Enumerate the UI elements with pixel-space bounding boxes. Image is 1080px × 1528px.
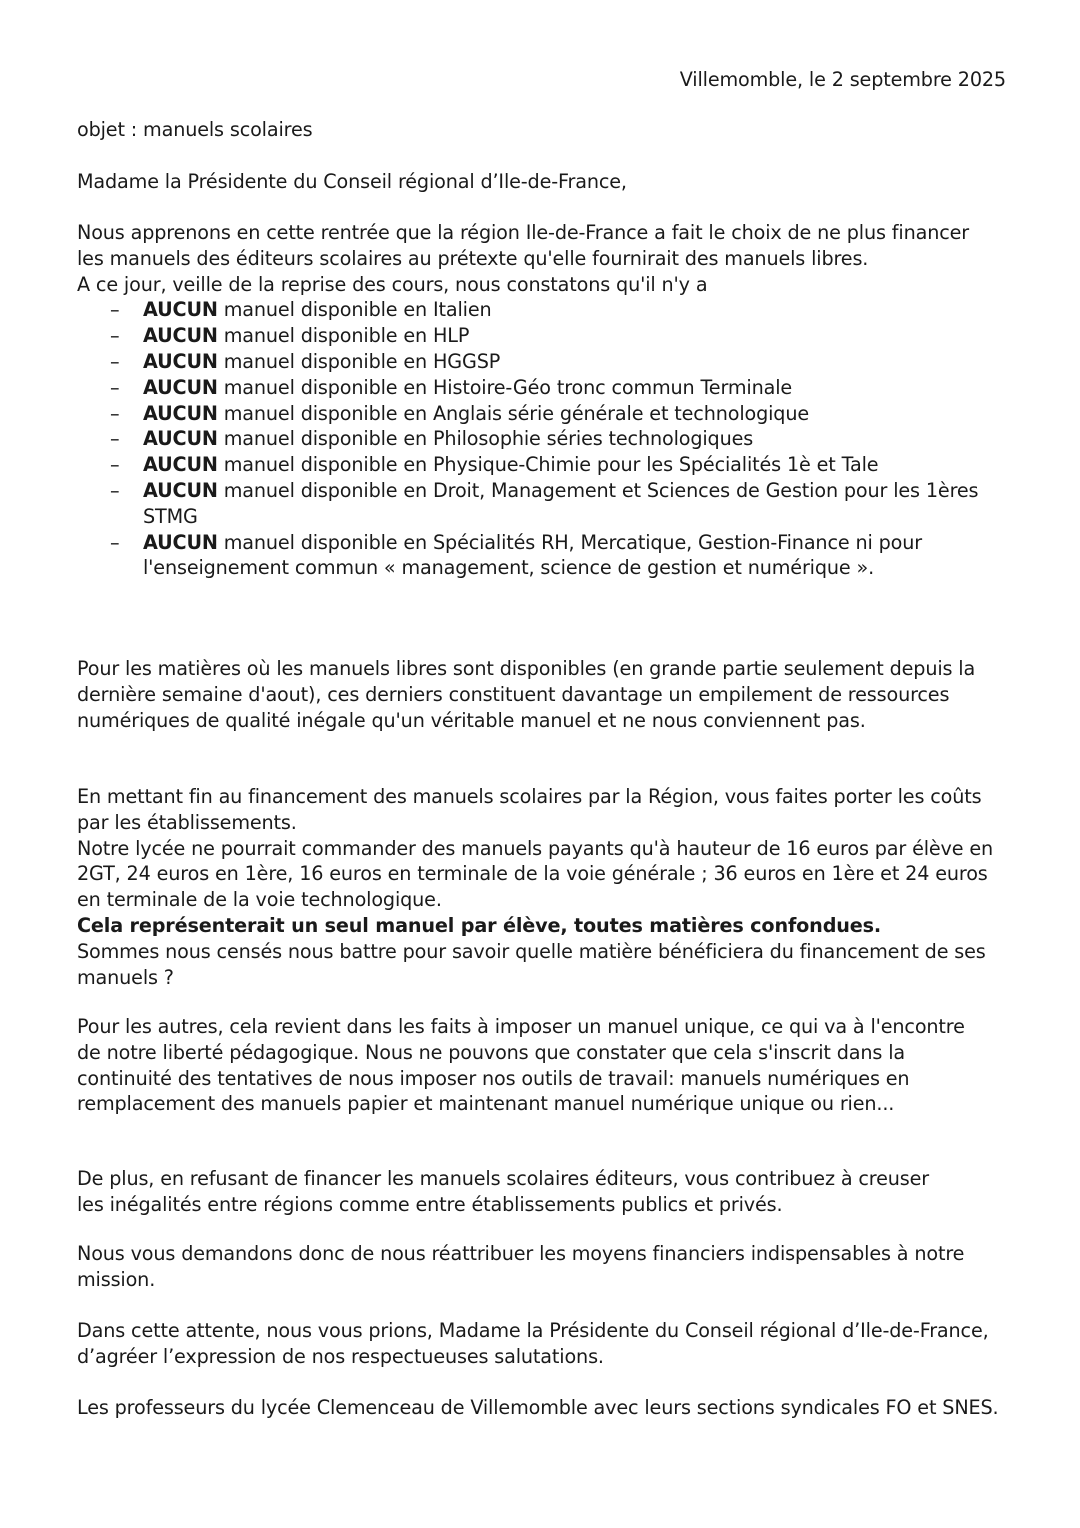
list-item bbox=[77, 530, 992, 582]
date-line: Villemomble, le 2 septembre 2025 bbox=[679, 68, 1006, 91]
list-item bbox=[77, 426, 992, 452]
list-item bbox=[77, 452, 992, 478]
list-item-text: manuel disponible en HLP bbox=[217, 324, 470, 348]
emphasis: AUCUN bbox=[143, 530, 218, 554]
dash-bullet: – bbox=[110, 298, 120, 322]
dash-bullet: – bbox=[110, 530, 120, 554]
funding-text-2: Notre lycée ne pourrait commander des manuels payants qu'à hauteur de 16 euros par élève en 2GT, 24 euros en 1ère, 16 euros en terminale de la voie générale ; 36 euros en 1ère et 24 euros en terminale de la voie technologique. bbox=[77, 836, 994, 912]
emphasis: AUCUN bbox=[143, 478, 218, 502]
paragraph-others: Pour les autres, cela revient dans les faits à imposer un manuel unique, ce qui va à l'encontre de notre liberté pédagogique. Nous ne pouvons que constater que cela s'inscrit dans la continuité des tentatives de nous imposer nos outils de travail: manuels numériques en remplacement des manuels papier et maintenant manuel numérique unique ou rien... bbox=[77, 1015, 965, 1116]
list-item bbox=[77, 323, 992, 349]
dash-bullet: – bbox=[110, 453, 120, 477]
emphasis: AUCUN bbox=[143, 324, 218, 348]
list-item bbox=[77, 478, 992, 530]
salutation: Madame la Présidente du Conseil régional d’Ile-de-France, bbox=[77, 170, 627, 193]
paragraph-free-manuals: Pour les matières où les manuels libres sont disponibles (en grande partie seulement depuis la dernière semaine d'aout), ces derniers constituent davantage un empilement de ressources numériques de qualité inégale qu'un véritable manuel et ne nous conviennent pas. bbox=[77, 657, 976, 732]
closing-formula: Dans cette attente, nous vous prions, Madame la Présidente du Conseil régional d’Ile-de-France, d’agréer l’expression de nos respectueuses salutations. bbox=[77, 1319, 989, 1368]
intro-paragraph bbox=[77, 220, 992, 581]
list-item bbox=[77, 375, 992, 401]
emphasis: AUCUN bbox=[143, 375, 218, 399]
dash-bullet: – bbox=[110, 375, 120, 399]
list-item-text: manuel disponible en Philosophie séries technologiques bbox=[217, 427, 754, 451]
intro-line-2: A ce jour, veille de la reprise des cours, nous constatons qu'il n'y a bbox=[77, 272, 708, 296]
list-item-text: manuel disponible en Droit, Management et Sciences de Gestion pour les 1ères STMG bbox=[143, 478, 979, 528]
list-item-text: manuel disponible en Physique-Chimie pour les Spécialités 1è et Tale bbox=[217, 453, 879, 477]
list-item bbox=[77, 401, 992, 427]
list-item bbox=[77, 297, 992, 323]
list-item-text: manuel disponible en Spécialités RH, Mercatique, Gestion-Finance ni pour l'enseignement commun « management, science de gestion et numérique ». bbox=[143, 530, 922, 580]
funding-text-3: Sommes nous censés nous battre pour savoir quelle matière bénéficiera du financement de ses manuels ? bbox=[77, 939, 986, 989]
paragraph-inequalities: De plus, en refusant de financer les manuels scolaires éditeurs, vous contribuez à creuser les inégalités entre régions comme entre établissements publics et privés. bbox=[77, 1167, 930, 1216]
intro-text: Nous apprenons en cette rentrée que la région Ile-de-France a fait le choix de ne plus financer les manuels des éditeurs scolaires au prétexte qu'elle fournirait des manuels libres. bbox=[77, 221, 970, 270]
paragraph-request: Nous vous demandons donc de nous réattribuer les moyens financiers indispensables à notre mission. bbox=[77, 1242, 965, 1291]
subject-line: objet : manuels scolaires bbox=[77, 118, 313, 141]
dash-bullet: – bbox=[110, 401, 120, 425]
list-item-text: manuel disponible en Histoire-Géo tronc commun Terminale bbox=[217, 375, 793, 399]
list-item-text: manuel disponible en Italien bbox=[217, 298, 492, 322]
emphasis: AUCUN bbox=[143, 349, 218, 373]
funding-text-1: En mettant fin au financement des manuels scolaires par la Région, vous faites porter les coûts par les établissements. bbox=[77, 785, 982, 834]
dash-bullet: – bbox=[110, 324, 120, 348]
dash-bullet: – bbox=[110, 349, 120, 373]
emphasis: AUCUN bbox=[143, 453, 218, 477]
dash-bullet: – bbox=[110, 478, 120, 502]
list-item bbox=[77, 349, 992, 375]
list-item-text: manuel disponible en HGGSP bbox=[217, 349, 501, 373]
emphasis: AUCUN bbox=[143, 401, 218, 425]
emphasis: AUCUN bbox=[143, 298, 218, 322]
signature: Les professeurs du lycée Clemenceau de Villemomble avec leurs sections syndicales FO et SNES. bbox=[77, 1396, 999, 1419]
paragraph-funding bbox=[77, 784, 1002, 990]
funding-bold-statement: Cela représenterait un seul manuel par élève, toutes matières confondues. bbox=[77, 913, 882, 937]
missing-manuals-list bbox=[77, 297, 992, 581]
list-item-text: manuel disponible en Anglais série générale et technologique bbox=[217, 401, 809, 425]
emphasis: AUCUN bbox=[143, 427, 218, 451]
dash-bullet: – bbox=[110, 427, 120, 451]
